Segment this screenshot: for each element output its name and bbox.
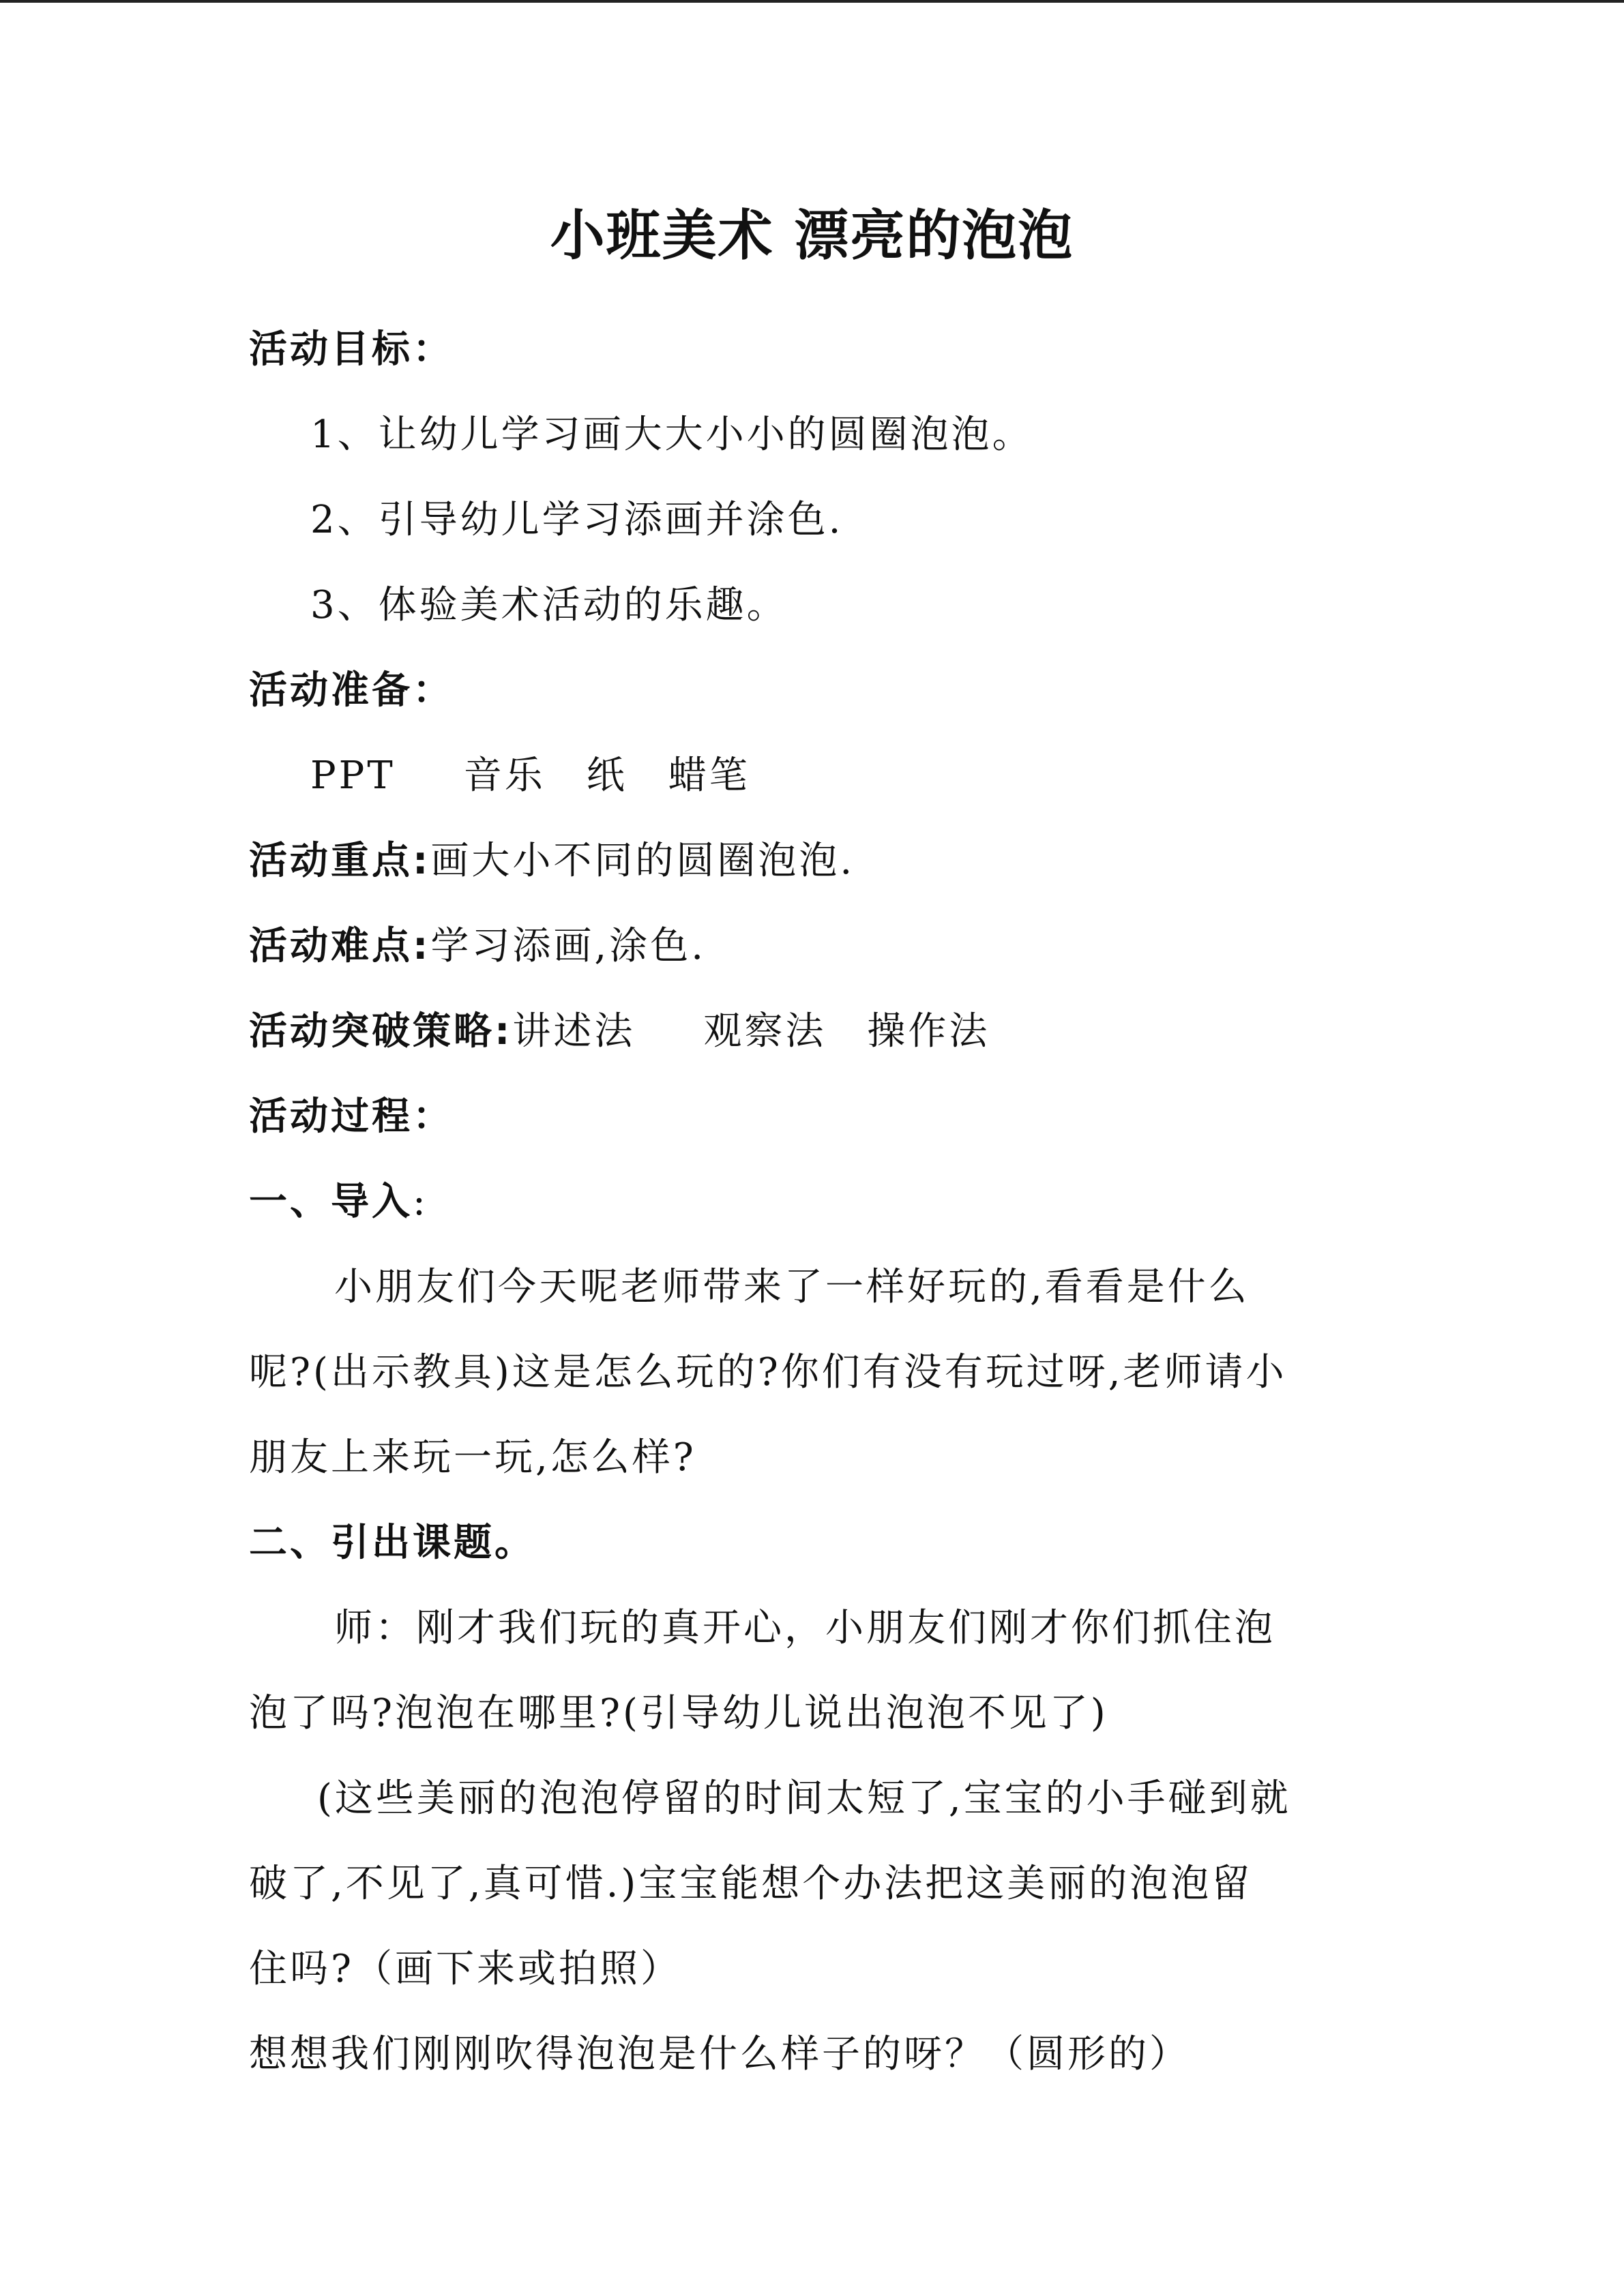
- preparation-heading: 活动准备：: [249, 668, 454, 713]
- paragraph-line: 破了,不见了,真可惜.)宝宝能想个办法把这美丽的泡泡留: [249, 1862, 1253, 1906]
- strategy-heading: 活动突破策略:: [249, 1009, 513, 1054]
- key-point-heading: 活动重点:: [249, 839, 431, 883]
- preparation-items: [310, 745, 750, 807]
- key-point-text: 画大小不同的圆圈泡泡.: [430, 839, 855, 883]
- paragraph-line: 住吗?（画下来或拍照）: [249, 1947, 682, 1991]
- difficulty-line: [249, 916, 706, 977]
- section1-colon: :: [413, 1180, 428, 1224]
- document-title: 小班美术 漂亮的泡泡: [550, 204, 1074, 267]
- preparation-item: PPT: [310, 754, 396, 798]
- preparation-item: 音乐: [463, 754, 546, 798]
- goal-item: 3、体验美术活动的乐趣。: [310, 583, 788, 627]
- goal-item: 2、引导幼儿学习添画并涂色.: [310, 498, 844, 542]
- strategy-item: 观察法: [703, 1009, 827, 1054]
- strategy-item: 操作法: [867, 1009, 990, 1054]
- strategy-item: 讲述法: [512, 1009, 636, 1054]
- section1-heading: 一、导入: [249, 1180, 413, 1224]
- paragraph-line: 泡了吗?泡泡在哪里?(引导幼儿说出泡泡不见了): [249, 1691, 1108, 1735]
- section1-heading-line: [249, 1172, 428, 1233]
- paragraph-line: 小朋友们今天呢老师带来了一样好玩的,看看是什么: [334, 1265, 1250, 1309]
- goals-heading: 活动目标：: [249, 327, 454, 372]
- key-point-line: [249, 831, 855, 892]
- paragraph-line: (这些美丽的泡泡停留的时间太短了,宝宝的小手碰到就: [317, 1776, 1291, 1821]
- paragraph-line: 朋友上来玩一玩,怎么样?: [249, 1435, 696, 1480]
- difficulty-heading: 活动难点:: [249, 924, 431, 968]
- paragraph-line: 想想我们刚刚吹得泡泡是什么样子的呀？（圆形的）: [249, 2032, 1190, 2076]
- goal-item: 1、让幼儿学习画大大小小的圆圈泡泡。: [310, 413, 1033, 457]
- paragraph-line: 呢?(出示教具)这是怎么玩的?你们有没有玩过呀,老师请小: [249, 1350, 1287, 1395]
- section2-heading: 二、引出课题。: [249, 1521, 535, 1565]
- strategy-line: [249, 1001, 990, 1062]
- process-heading: 活动过程：: [249, 1094, 454, 1139]
- preparation-item: 蜡笔: [668, 754, 750, 798]
- preparation-item: 纸: [586, 754, 628, 798]
- difficulty-text: 学习添画,涂色.: [430, 924, 707, 968]
- paragraph-line: 师：刚才我们玩的真开心，小朋友们刚才你们抓住泡: [334, 1606, 1275, 1650]
